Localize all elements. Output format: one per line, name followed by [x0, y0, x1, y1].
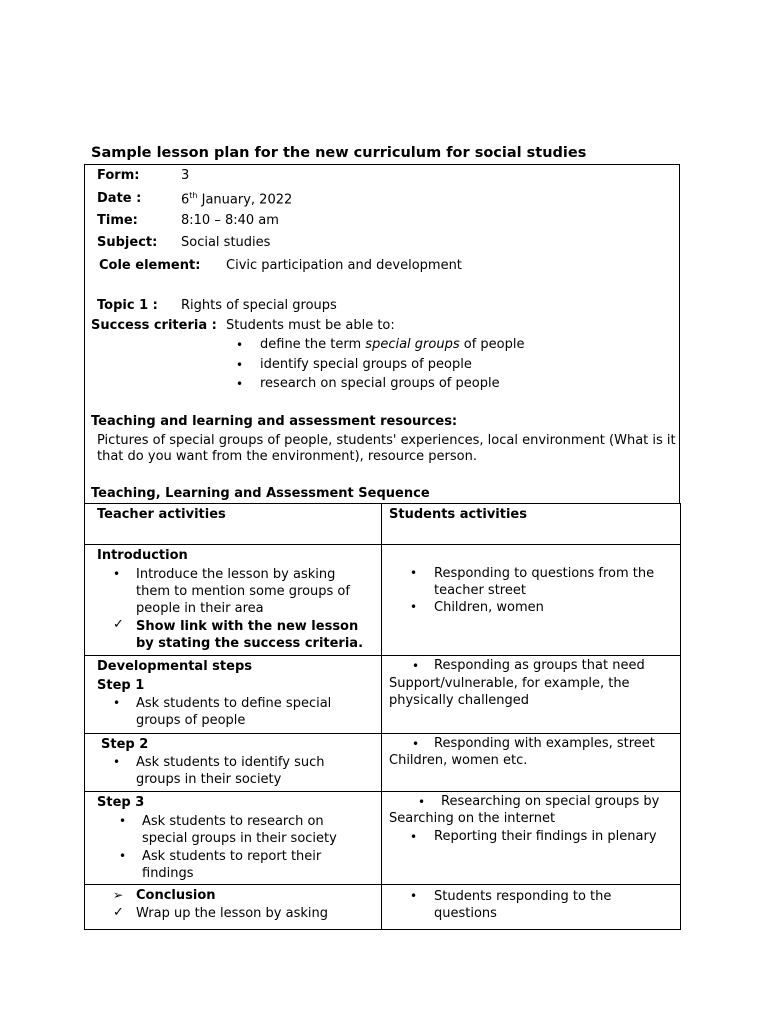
- intro-student-1: Responding to questions from the teacher street: [434, 566, 655, 598]
- step-2-student-first: Responding with examples, street: [434, 736, 655, 751]
- resources-line-2: that do you want from the environment), resource person.: [97, 449, 477, 464]
- step-2-student-rest: Children, women etc.: [389, 753, 528, 768]
- developmental-steps-heading: Developmental steps: [97, 659, 252, 674]
- step-1-student-first: Responding as groups that need: [434, 658, 645, 673]
- criteria-item-3: research on special groups of people: [260, 376, 500, 391]
- arrow-bullet-icon: ➢: [113, 888, 124, 902]
- bullet-icon: •: [412, 737, 420, 751]
- bullet-icon: •: [113, 567, 121, 581]
- resources-heading: Teaching and learning and assessment resources:: [91, 414, 458, 429]
- subject-label: Subject:: [97, 235, 158, 250]
- criteria-item-2: identify special groups of people: [260, 357, 472, 372]
- bullet-icon: •: [236, 358, 244, 372]
- bullet-icon: •: [412, 659, 420, 673]
- cole-element-label: Cole element:: [99, 258, 201, 273]
- bullet-icon: •: [410, 600, 418, 614]
- conclusion-heading: Conclusion: [136, 888, 216, 903]
- intro-student-2: Children, women: [434, 600, 544, 615]
- form-label: Form:: [97, 168, 140, 183]
- step-2-label: Step 2: [101, 737, 149, 752]
- introduction-heading: Introduction: [97, 548, 188, 563]
- step-3-student-rest: Searching on the internet: [389, 811, 556, 826]
- date-label: Date :: [97, 191, 142, 206]
- intro-teacher-check: Show link with the new lesson by stating the success criteria.: [136, 619, 364, 651]
- form-value: 3: [181, 168, 190, 183]
- success-criteria-label: Success criteria :: [91, 318, 217, 333]
- bullet-icon: •: [113, 755, 121, 769]
- resources-line-1: Pictures of special groups of people, students' experiences, local environment (What is it: [97, 433, 676, 448]
- time-label: Time:: [97, 213, 138, 228]
- teacher-activities-header: Teacher activities: [97, 507, 226, 522]
- step-3-student-first: Researching on special groups by: [441, 794, 660, 809]
- bullet-icon: •: [236, 338, 244, 352]
- conclusion-teacher-check: Wrap up the lesson by asking: [136, 906, 328, 921]
- criteria-item-1: define the term special groups of people: [260, 337, 525, 352]
- students-activities-header: Students activities: [389, 507, 527, 522]
- bullet-icon: •: [119, 814, 127, 828]
- time-value: 8:10 – 8:40 am: [181, 213, 279, 228]
- conclusion-student-1: Students responding to the questions: [434, 889, 612, 921]
- sequence-heading: Teaching, Learning and Assessment Sequence: [91, 486, 430, 501]
- checkmark-icon: ✓: [113, 617, 124, 632]
- subject-value: Social studies: [181, 235, 271, 250]
- bullet-icon: •: [410, 889, 418, 903]
- topic-value: Rights of special groups: [181, 298, 337, 313]
- success-criteria-intro: Students must be able to:: [226, 318, 395, 333]
- step-2-teacher-bullet: Ask students to identify such groups in their society: [136, 755, 325, 787]
- bullet-icon: •: [410, 566, 418, 580]
- bullet-icon: •: [418, 795, 426, 809]
- step-1-teacher-bullet: Ask students to define special groups of people: [136, 696, 332, 728]
- step-3-teacher-bullet-2: Ask students to report their findings: [142, 849, 322, 881]
- step-1-label: Step 1: [97, 678, 145, 693]
- topic-label: Topic 1 :: [97, 298, 158, 313]
- step-3-label: Step 3: [97, 795, 145, 810]
- intro-teacher-bullet: Introduce the lesson by asking them to mention some groups of people in their area: [136, 567, 350, 616]
- bullet-icon: •: [236, 377, 244, 391]
- bullet-icon: •: [113, 696, 121, 710]
- cole-element-value: Civic participation and development: [226, 258, 462, 273]
- step-3-student-2: Reporting their findings in plenary: [434, 829, 657, 844]
- bullet-icon: •: [119, 849, 127, 863]
- step-3-teacher-bullet-1: Ask students to research on special groups in their society: [142, 814, 337, 846]
- date-value: 6th January, 2022: [181, 191, 293, 208]
- checkmark-icon: ✓: [113, 905, 124, 920]
- bullet-icon: •: [410, 830, 418, 844]
- document-title: Sample lesson plan for the new curriculum for social studies: [91, 145, 587, 161]
- step-1-student-rest: Support/vulnerable, for example, the physically challenged: [389, 676, 630, 708]
